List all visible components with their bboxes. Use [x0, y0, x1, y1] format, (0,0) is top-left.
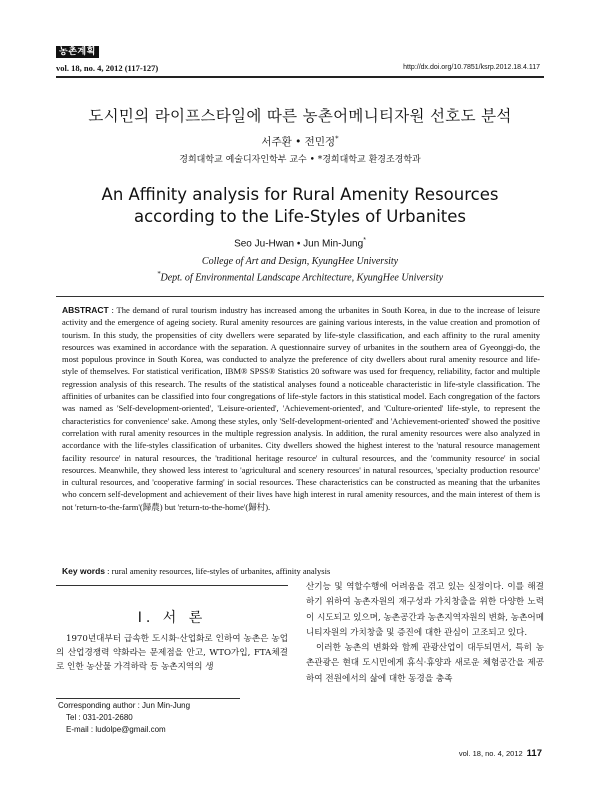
corresponding-author: Corresponding author : Jun Min-Jung [58, 701, 191, 710]
corresponding-email[interactable]: E-mail : ludolpe@gmail.com [66, 725, 166, 734]
body-paragraph: 이러한 농촌의 변화와 함께 관광산업이 대두되면서, 특히 농촌관광은 현대 도시민에게 휴식·휴양과 새로운 체험공간을 제공하여 전원에서의 삶에 대한 동경을 충족 [306, 643, 544, 684]
keywords-text: : rural amenity resources, life-styles of urbanites, affinity analysis [105, 566, 331, 576]
body-paragraph: 산기능 및 역할수행에 어려움을 겪고 있는 실정이다. 이를 해결하기 위하여 농촌자원의 재구성과 가치창출을 위한 다양한 노력이 시도되고 있으며, 농촌공간과 농촌지역자원의 변화, 농촌어메니티자원의 가치창출 및 증진에 대한 관심이 고조되고 있다. [306, 582, 544, 638]
corresponding-tel: Tel : 031-201-2680 [66, 713, 133, 722]
abstract [62, 304, 540, 513]
header-rule [56, 76, 544, 78]
body-right-column [306, 580, 544, 687]
correspondence-rule [56, 698, 240, 699]
korean-authors [0, 134, 600, 149]
korean-title: 도시민의 라이프스타일에 따른 농촌어메니티자원 선호도 분석 [88, 107, 512, 125]
page-number: 117 [526, 748, 542, 759]
doi-link[interactable]: http://dx.doi.org/10.7851/ksrp.2012.18.4.117 [403, 64, 540, 71]
korean-authors-mark: * [335, 134, 339, 143]
abstract-label: ABSTRACT [62, 305, 109, 315]
keywords-label: Key words [62, 566, 105, 576]
english-authors-mark: * [363, 237, 366, 244]
abstract-text: : The demand of rural tourism industry has increased among the urbanites in South Korea, in due to the increase of leisure activity and the emergence of ageing society. Rural amenity resources are gaining various interests, in the value creation and promotion of tourism. In this study, the propensities of city dwellers were separated by life-style classification, and each affinity to the rural amenity resources was examined in accordance with the separation. A questionnaire survey of urbanites in the southern area of Gyeonggi-do, the most populous province in South Korea, was conducted to analyze the preference of city dwellers about rural amenity resource and life-style of themselves. For statistical verification, IBM® SPSS® Statistics 20 software was used for frequency, reliability, factor and multiple regression analysis of this research. The results of the statistical analyses found a noticeable characteristic in life-style classification. The affinities of urbanites can be classified into four congregations of life-style factors in this statistical model. Each congregation of the factors was named as 'Self-development-oriented', 'Leisure-oriented', 'Achievement-oriented', and 'Culture-oriented' life-style, to represent the characteristics for convenience' sake. Among these styles, only 'Self-development-oriented' and 'Achievement-oriented' showed the positive correlation with rural amenity resources in the multiple regression analysis. In addition, the rural amenity resources were also analyzed in accordance with the life-styles classification of urbanites. City dwellers showed the highest interest to the 'natural resource management facility resource' in natural resources, the 'traditional heritage resource' in cultural resources, and the 'community resource' in social resources. Meanwhile, they showed less interest to 'agricultural and scenery resources' in natural resources, 'specialty production resource' in cultural resources, and 'cooperative farming' in social resources. These characteristics can be constructed as meaning that the urbanites who concern self-development and achievement of their lives have high interest in rural amenity resources, and the main interest of them is not 'return-to-the-farm'(歸農) but 'return-to-the-home'(歸村). [62, 305, 540, 512]
english-authors-names: Seo Ju-Hwan • Jun Min-Jung [234, 238, 364, 250]
english-authors [0, 237, 600, 249]
english-affiliation-2-mark: * [156, 270, 161, 278]
english-title [0, 184, 600, 228]
english-affiliation-1: College of Art and Design, KyungHee University [201, 256, 399, 267]
volume-header: vol. 18, no. 4, 2012 (117-127) [56, 63, 159, 73]
body-left-column [56, 632, 288, 675]
body-paragraph: 1970년대부터 급속한 도시화·산업화로 인하여 농촌은 농업의 산업경쟁력 약화라는 문제점을 안고, WTO가입, FTA체결로 인한 농산물 가격하락 등 농촌지역의 생 [56, 634, 288, 673]
page-footer [459, 748, 542, 759]
keywords-bottom-rule [56, 585, 288, 586]
english-title-line2: according to the Life-Styles of Urbanites [133, 207, 467, 226]
section-heading: Ⅰ. 서 론 [137, 610, 207, 626]
keywords [62, 566, 330, 576]
journal-logo: 농촌계획 [56, 46, 99, 58]
english-affiliation-2 [0, 270, 600, 283]
abstract-top-rule [56, 296, 544, 297]
english-affiliation-2-text: Dept. of Environmental Landscape Architecture, KyungHee University [160, 272, 444, 284]
correspondence-block [58, 700, 190, 736]
english-title-line1: An Affinity analysis for Rural Amenity Resources [101, 185, 499, 204]
korean-affiliation: 경희대학교 예술디자인학부 교수 • *경희대학교 환경조경학과 [179, 155, 421, 165]
footer-volume: vol. 18, no. 4, 2012 [458, 749, 523, 758]
korean-authors-names: 서주환 • 전민정 [261, 136, 336, 148]
